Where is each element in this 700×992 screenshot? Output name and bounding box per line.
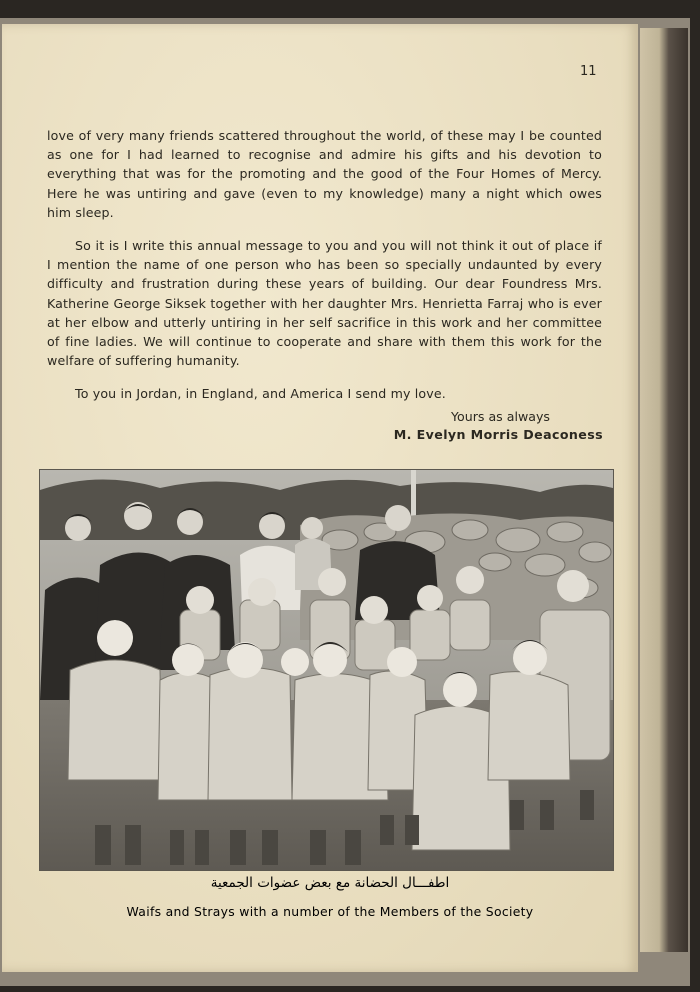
photo-caption-english: Waifs and Strays with a number of the Members of the Society (126, 904, 534, 919)
body-text (47, 126, 602, 418)
signature: M. Evelyn Morris Deaconess (393, 427, 603, 442)
group-photograph (39, 469, 614, 871)
closing-line: Yours as always (451, 409, 550, 424)
book-cover-edge (640, 28, 688, 952)
photo-caption-arabic: اطفـــال الحضانة مع بعض عضوات الجمعية (210, 875, 450, 891)
paragraph-2: So it is I write this annual message to you and you will not think it out of place if I mention the name of one person who has been so specially undaunted by every difficulty and frustration during these years of building. Our dear Foundress Mrs. Katherine George Siksek together with her daughter Mrs. Henrietta Farraj who is ever at her elbow and utterly untiring in her self sacrifice in this work and her committee of fine ladies. We will continue to cooperate and share with them this work for the welfare of suffering humanity. (47, 238, 602, 369)
paragraph-1: love of very many friends scattered throughout the world, of these may I be counted as one for I had learned to recognise and admire his gifts and his devotion to everything that was for the promoting and the good of the Four Homes of Mercy. Here he was untiring and gave (even to my knowledge) many a night which owes him sleep. (47, 128, 602, 220)
closing-block (302, 408, 603, 444)
photo-illustration (40, 470, 613, 870)
paragraph-3: To you in Jordan, in England, and America I send my love. (75, 386, 446, 402)
page-number: 11 (580, 64, 597, 79)
